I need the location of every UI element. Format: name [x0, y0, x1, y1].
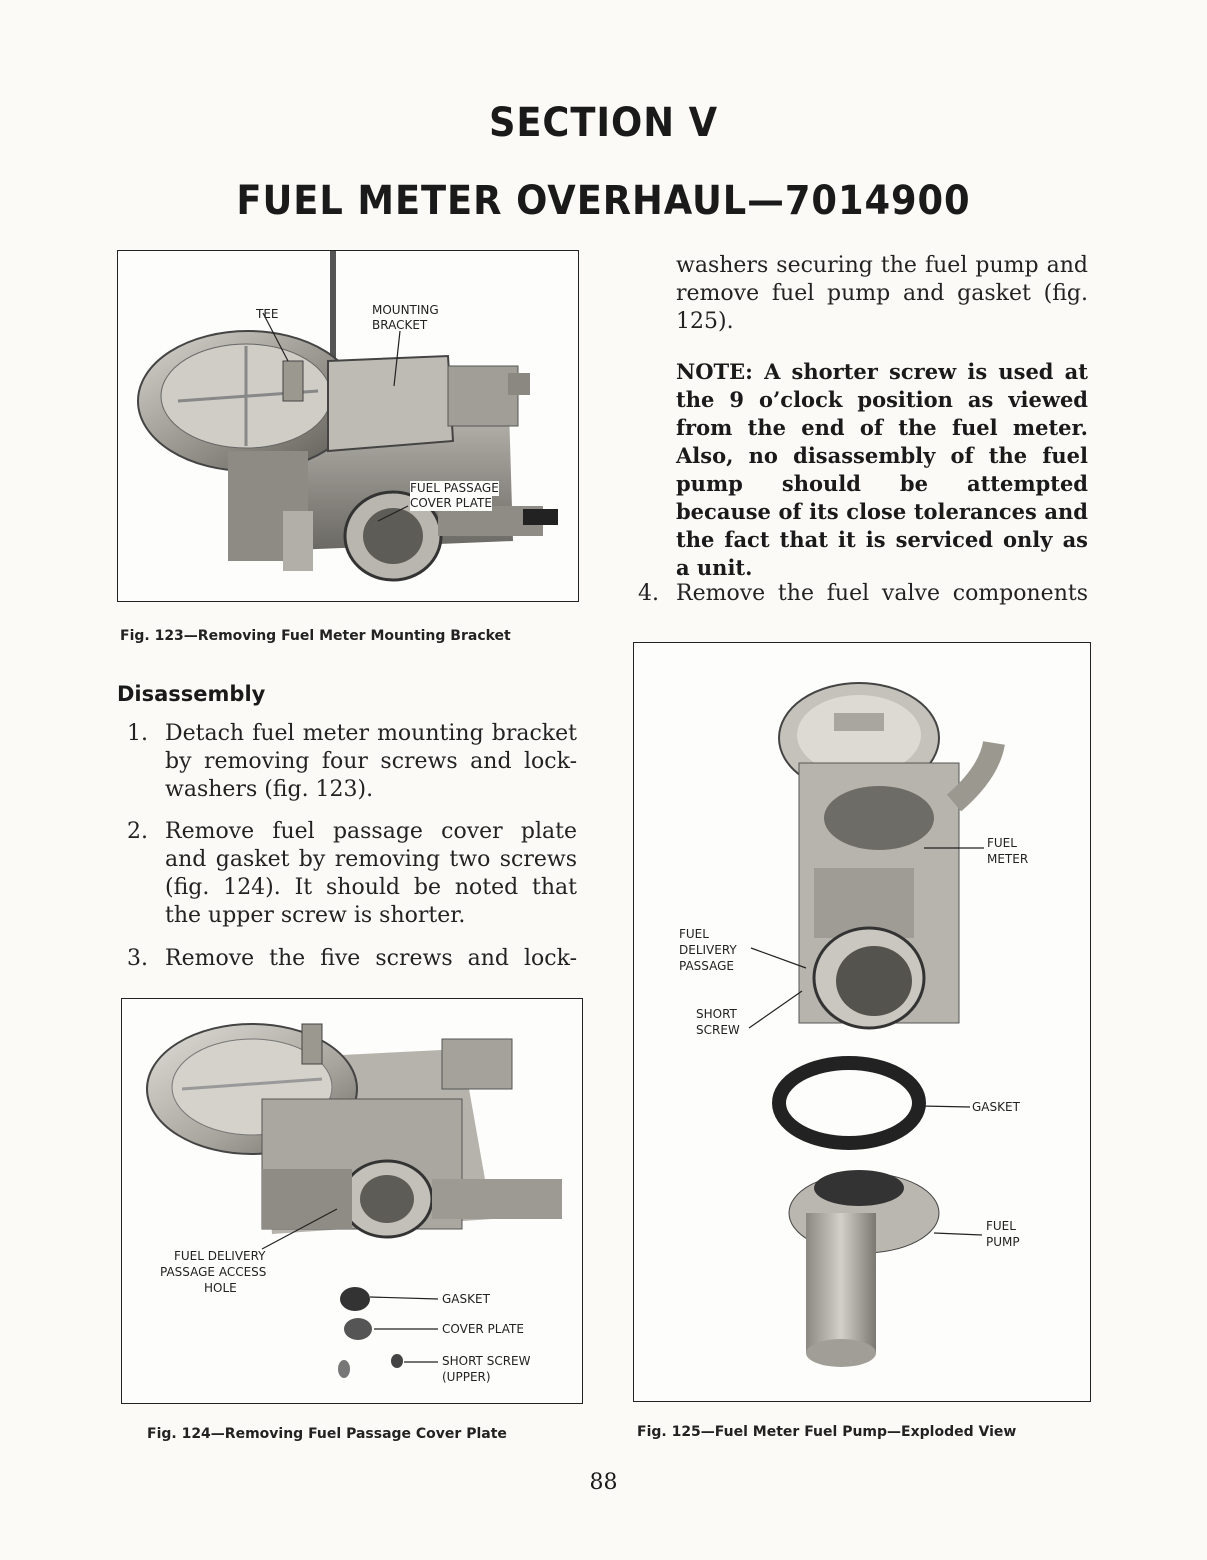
section-heading: SECTION V	[488, 100, 719, 146]
fig-124-caption: Fig. 124—Removing Fuel Passage Cover Plate	[147, 1426, 507, 1442]
disassembly-heading: Disassembly	[117, 682, 266, 706]
label-access-hole-2: PASSAGE ACCESS	[160, 1265, 267, 1279]
page-number: 88	[589, 1470, 618, 1495]
step-2	[127, 818, 577, 930]
label-cover-plate: COVER PLATE	[442, 1322, 524, 1336]
step-3-continued: washers securing the fuel pump and remove fuel pump and gasket (fig. 125).	[676, 253, 1088, 334]
label-short-screw-1: SHORT	[696, 1007, 737, 1021]
figure-124	[121, 998, 583, 1404]
fig-123-caption: Fig. 123—Removing Fuel Meter Mounting Bracket	[120, 628, 511, 644]
label-short-screw-2: (UPPER)	[442, 1370, 491, 1384]
page-title: FUEL METER OVERHAUL—7014900	[236, 178, 971, 224]
step-1-text: Detach fuel meter mounting bracket by removing four screws and lock-washers (fig. 123).	[165, 721, 577, 802]
step-3-number: 3.	[127, 946, 148, 971]
step-1-number: 1.	[127, 721, 148, 746]
note-text: NOTE: A shorter screw is used at the 9 o’clock position as viewed from the end of the fuel meter. Also, no disassembly of the fuel pump should be attempted because of its close tolerances and the fact that it is serviced only as a unit.	[676, 359, 1088, 580]
label-access-hole-3: HOLE	[204, 1281, 237, 1295]
label-short-screw-1: SHORT SCREW	[442, 1354, 531, 1368]
label-short-screw-2: SCREW	[696, 1023, 740, 1037]
label-mounting-bracket-1: MOUNTING	[372, 303, 439, 317]
label-access-hole-1: FUEL DELIVERY	[174, 1249, 266, 1263]
figure-123	[117, 250, 579, 602]
label-delivery-passage-2: DELIVERY	[679, 943, 737, 957]
step-1	[127, 720, 577, 804]
fig-123-photo	[118, 251, 578, 601]
label-fuel-meter-2: METER	[987, 852, 1029, 866]
fig-125-photo	[634, 643, 1090, 1401]
step-3	[127, 945, 577, 975]
label-delivery-passage-3: PASSAGE	[679, 959, 735, 973]
label-gasket: GASKET	[442, 1292, 490, 1306]
step-4-number: 4.	[638, 581, 659, 606]
label-delivery-passage-1: FUEL	[679, 927, 709, 941]
label-cover-plate-1: FUEL PASSAGE	[410, 481, 499, 495]
step-3-text: Remove the five screws and lock-	[165, 946, 577, 971]
label-fuel-meter-1: FUEL	[987, 836, 1017, 850]
step-2-number: 2.	[127, 819, 148, 844]
label-cover-plate-2: COVER PLATE	[410, 496, 492, 510]
fig-124-photo	[122, 999, 582, 1403]
step-4-text: Remove the fuel valve components	[676, 581, 1088, 606]
step-4	[638, 580, 1088, 610]
step-2-text: Remove fuel passage cover plate and gasket by removing two screws (fig. 124). It should be noted that the upper screw is shorter.	[165, 819, 577, 928]
label-fuel-pump-2: PUMP	[986, 1235, 1020, 1249]
label-gasket: GASKET	[972, 1100, 1020, 1114]
label-fuel-pump-1: FUEL	[986, 1219, 1016, 1233]
fig-125-caption: Fig. 125—Fuel Meter Fuel Pump—Exploded View	[637, 1424, 1017, 1440]
label-tee: TEE	[256, 307, 279, 321]
label-mounting-bracket-2: BRACKET	[372, 318, 428, 332]
figure-125	[633, 642, 1091, 1402]
